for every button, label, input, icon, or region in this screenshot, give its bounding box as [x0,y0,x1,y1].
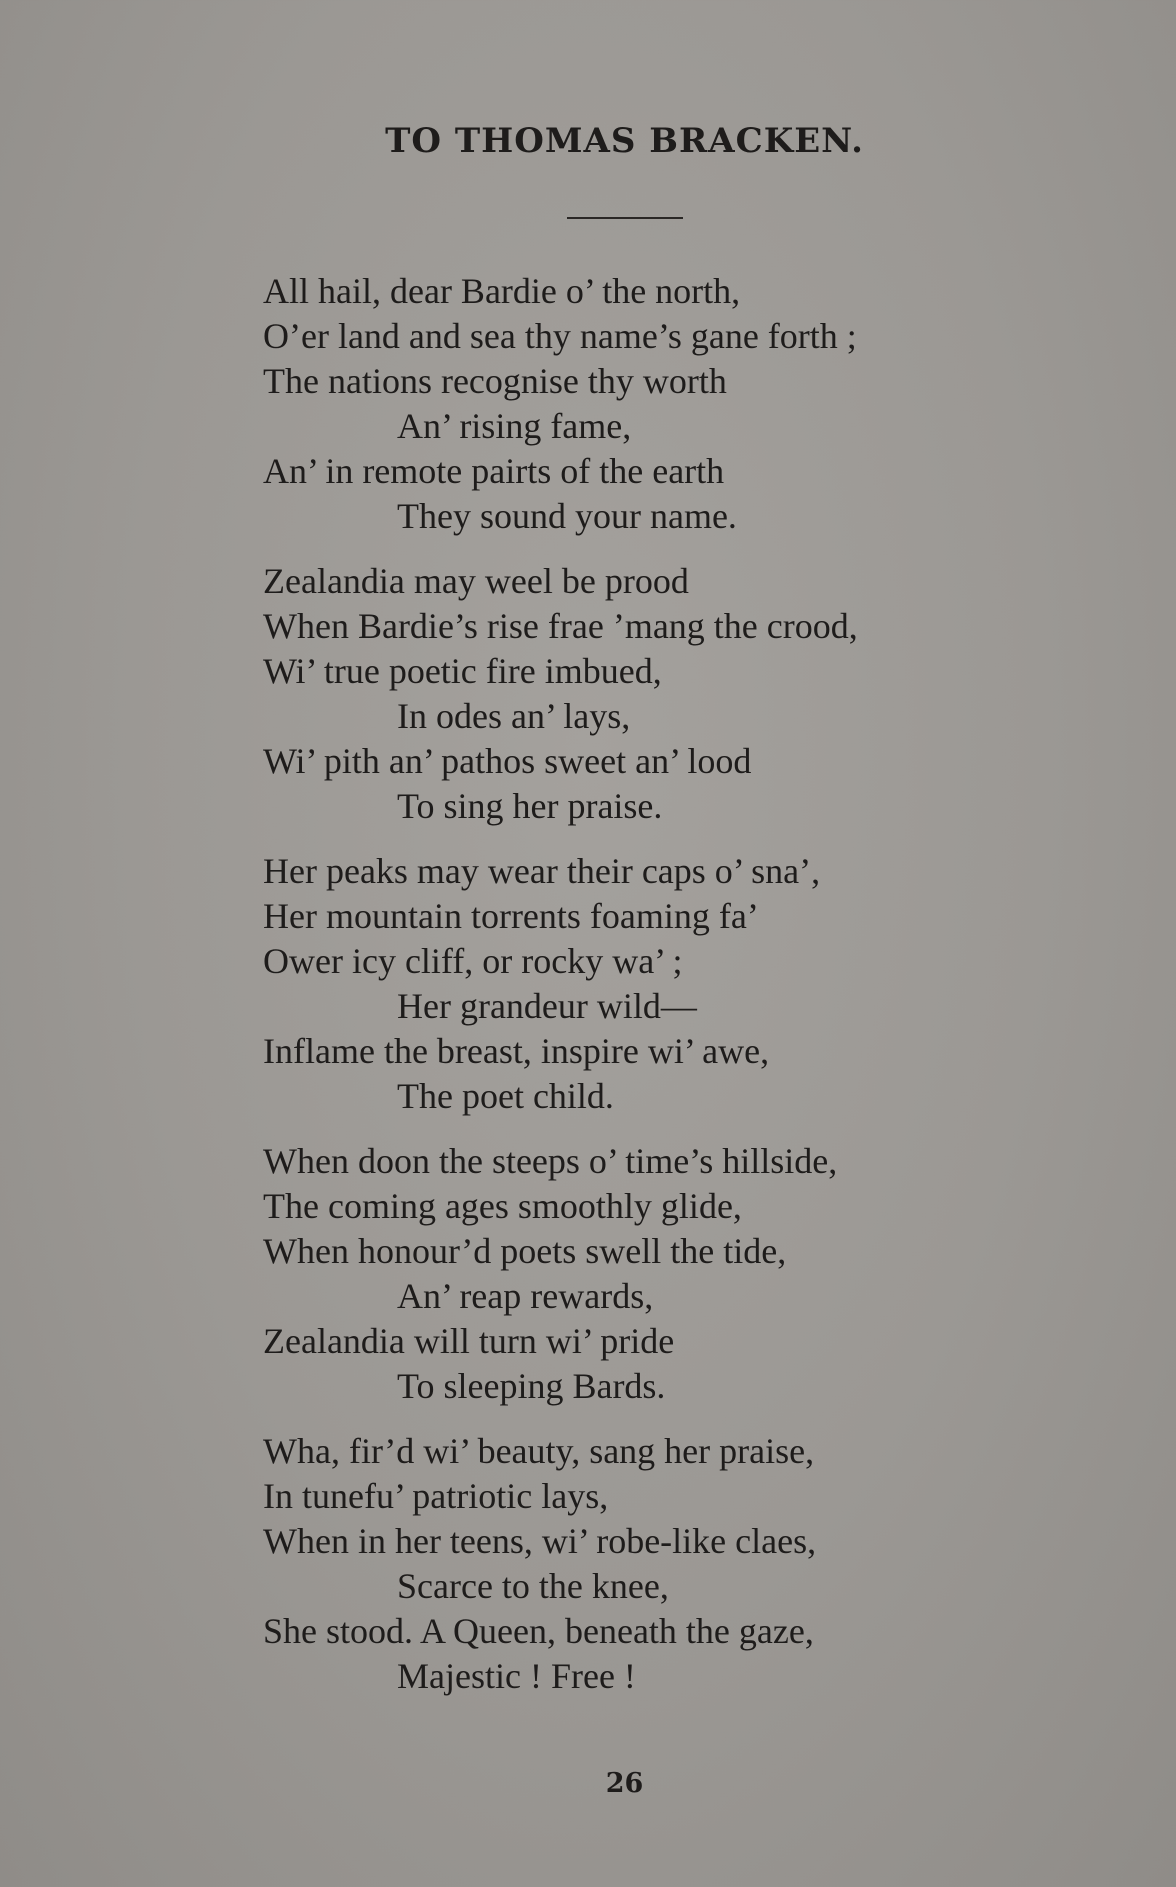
poem-line: Zealandia will turn wi’ pride [263,1321,675,1361]
stanza [263,559,1023,829]
poem-line: In odes an’ lays, [397,696,631,736]
poem-line: Wi’ pith an’ pathos sweet an’ lood [263,741,752,781]
poem-line: The nations recognise thy worth [263,361,727,401]
poem-line: Majestic ! Free ! [397,1656,636,1696]
poem-title: TO THOMAS BRACKEN. [385,121,864,161]
poem-body [263,269,1023,1719]
poem-line: To sleeping Bards. [397,1366,666,1406]
poem-line: Zealandia may weel be prood [263,561,689,601]
poem-line: Ower icy cliff, or rocky wa’ ; [263,941,683,981]
poem-line: They sound your name. [397,496,737,536]
poem-line: An’ rising fame, [397,406,632,446]
poem-line: Inflame the breast, inspire wi’ awe, [263,1031,770,1071]
poem-line: An’ in remote pairts of the earth [263,451,725,491]
stanza [263,269,1023,539]
poem-line: Her peaks may wear their caps o’ sna’, [263,851,821,891]
title-divider [567,217,683,219]
poem-line: To sing her praise. [397,786,663,826]
poem-line: When honour’d poets swell the tide, [263,1231,787,1271]
poem-line: Her mountain torrents foaming fa’ [263,896,759,936]
poem-line: All hail, dear Bardie o’ the north, [263,271,741,311]
poem-line: She stood. A Queen, beneath the gaze, [263,1611,814,1651]
poem-line: An’ reap rewards, [397,1276,654,1316]
poem-line: When Bardie’s rise frae ’mang the crood, [263,606,858,646]
stanza [263,1429,1023,1699]
poem-line: Her grandeur wild— [397,986,697,1026]
poem-line: Wi’ true poetic fire imbued, [263,651,662,691]
poem-line: The coming ages smoothly glide, [263,1186,742,1226]
poem-line: When doon the steeps o’ time’s hillside, [263,1141,838,1181]
stanza [263,1139,1023,1409]
poem-line: O’er land and sea thy name’s gane forth ; [263,316,857,356]
poem-line: The poet child. [397,1076,614,1116]
poem-line: Scarce to the knee, [397,1566,669,1606]
stanza [263,849,1023,1119]
poem-line: Wha, fir’d wi’ beauty, sang her praise, [263,1431,815,1471]
poem-line: When in her teens, wi’ robe-like claes, [263,1521,817,1561]
page-number: 26 [605,1768,644,1799]
poem-line: In tunefu’ patriotic lays, [263,1476,609,1516]
